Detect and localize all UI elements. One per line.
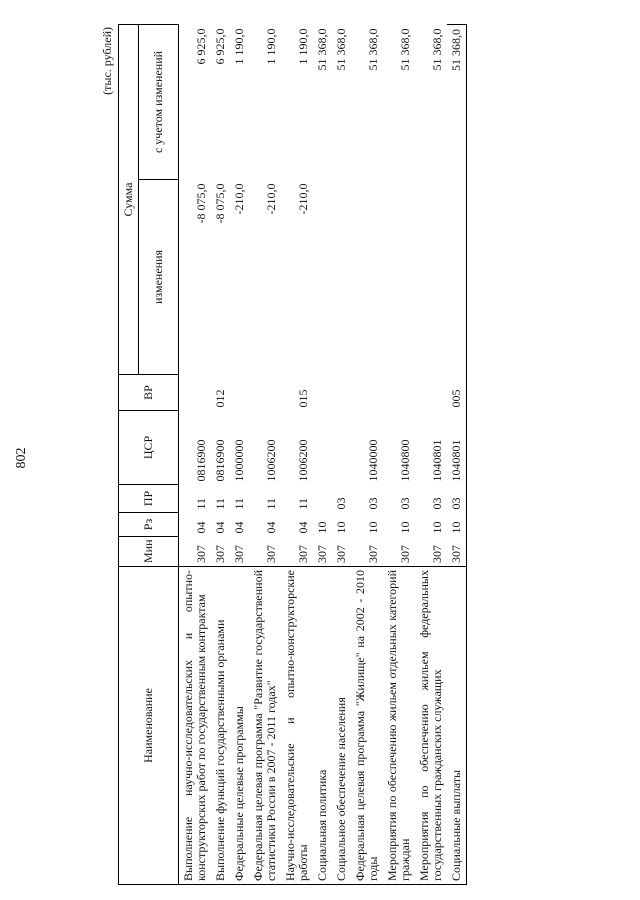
header-csr: ЦСР (119, 411, 179, 485)
row-rz: 10 (447, 513, 467, 537)
row-name: Научно-исследовательские и опытно-конструкторские работы (281, 567, 313, 885)
row-total: 51 368,0 (334, 28, 348, 71)
row-change (313, 180, 332, 375)
row-total: 1 190,0 (264, 28, 278, 65)
header-rz: Рз (119, 513, 179, 537)
header-changes: изменения (139, 180, 179, 375)
row-name: Федеральная целевая программа "Жилище" на 2002 - 2010 годы (351, 567, 383, 885)
row-csr: 0816900 (194, 439, 208, 482)
header-with-changes: с учетом изменений (139, 24, 179, 179)
row-vr (230, 375, 249, 411)
row-pr: 11 (296, 497, 310, 510)
row-vr (351, 375, 383, 411)
table-row (415, 24, 447, 884)
row-rz: 10 (430, 521, 444, 534)
row-rz: 10 (366, 521, 380, 534)
header-vr: ВР (119, 375, 179, 411)
row-pr: 11 (232, 497, 246, 510)
table-row (332, 24, 351, 884)
header-pr: ПР (119, 485, 179, 513)
table-body (179, 24, 467, 884)
row-vr (249, 375, 281, 411)
header-min: Мин (119, 537, 179, 567)
table-row (179, 24, 212, 884)
row-name: Мероприятия по обеспечению жильем отдельных категорий граждан (383, 567, 415, 885)
table-row (351, 24, 383, 884)
row-csr: 1040800 (398, 439, 412, 482)
header-sum: Сумма (119, 24, 139, 374)
row-pr (313, 485, 332, 513)
row-name: Мероприятия по обеспечению жильем федеральных государственных гражданских служащих (415, 567, 447, 885)
row-rz: 04 (213, 521, 227, 534)
table-row (281, 24, 313, 884)
row-csr: 1006200 (264, 439, 278, 482)
row-total: 51 368,0 (430, 28, 444, 71)
row-rz: 04 (232, 521, 246, 534)
row-total: 6 925,0 (213, 28, 227, 65)
row-name: Федеральные целевые программы (230, 567, 249, 885)
row-total: 51 368,0 (398, 28, 412, 71)
row-change (332, 180, 351, 375)
row-min: 307 (398, 545, 412, 563)
budget-table (118, 24, 467, 885)
row-min: 307 (232, 545, 246, 563)
row-pr: 11 (213, 497, 227, 510)
header-name: Наименование (119, 567, 179, 885)
row-change: -210,0 (296, 183, 310, 215)
row-total: 51 368,0 (447, 24, 467, 179)
row-min: 307 (447, 537, 467, 567)
row-rz: 04 (296, 521, 310, 534)
row-total: 51 368,0 (315, 28, 329, 71)
row-pr: 03 (334, 497, 348, 510)
row-rz: 10 (334, 521, 348, 534)
row-csr (332, 411, 351, 485)
unit-label: (тыс. рублей) (100, 27, 114, 95)
row-csr: 1006200 (296, 439, 310, 482)
row-csr: 1040801 (430, 439, 444, 482)
row-min: 307 (315, 545, 329, 563)
row-rz: 04 (194, 521, 208, 534)
row-change (383, 180, 415, 375)
row-total: 1 190,0 (296, 28, 310, 65)
row-min: 307 (194, 545, 208, 563)
row-pr: 03 (366, 497, 380, 510)
row-csr (313, 411, 332, 485)
row-vr (415, 375, 447, 411)
table-row (249, 24, 281, 884)
row-name: Федеральная целевая программа "Развитие государственной статистики России в 2007 - 2011 годах" (249, 567, 281, 885)
row-change (351, 180, 383, 375)
row-pr: 11 (194, 497, 208, 510)
row-csr: 1000000 (232, 439, 246, 482)
row-min: 307 (213, 545, 227, 563)
row-rz: 10 (398, 521, 412, 534)
row-vr (383, 375, 415, 411)
row-change: -210,0 (232, 183, 246, 215)
row-csr: 0816900 (213, 439, 227, 482)
row-pr: 03 (430, 497, 444, 510)
row-pr: 11 (264, 497, 278, 510)
row-min: 307 (296, 545, 310, 563)
row-vr: 012 (213, 389, 227, 408)
row-min: 307 (430, 545, 444, 563)
row-total: 51 368,0 (366, 28, 380, 71)
row-change (415, 180, 447, 375)
row-name: Выполнение научно-исследовательских и опытно-конструкторских работ по государственным контрактам (179, 567, 212, 885)
row-pr: 03 (398, 497, 412, 510)
row-min: 307 (264, 545, 278, 563)
row-change: -8 075,0 (213, 183, 227, 224)
row-min: 307 (334, 545, 348, 563)
row-rz: 10 (315, 521, 329, 534)
row-name: Социальное обеспечение населения (332, 567, 351, 885)
row-total: 1 190,0 (232, 28, 246, 65)
row-vr (313, 375, 332, 411)
table-row (211, 24, 230, 884)
row-name: Выполнение функций государственными органами (211, 567, 230, 885)
table-row (383, 24, 415, 884)
row-vr: 005 (447, 375, 467, 411)
row-change: -210,0 (264, 183, 278, 215)
row-change (447, 180, 467, 375)
rotated-page (96, 25, 556, 885)
row-name: Социальные выплаты (447, 567, 467, 885)
row-min: 307 (366, 545, 380, 563)
row-vr: 015 (296, 389, 310, 408)
row-name: Социальная политика (313, 567, 332, 885)
table-row (447, 24, 467, 884)
row-csr: 1040801 (447, 411, 467, 485)
row-csr: 1040000 (366, 439, 380, 482)
row-change: -8 075,0 (194, 183, 208, 224)
row-pr: 03 (447, 485, 467, 513)
row-vr (179, 375, 212, 411)
row-rz: 04 (264, 521, 278, 534)
row-total: 6 925,0 (194, 28, 208, 65)
row-vr (332, 375, 351, 411)
table-row (230, 24, 249, 884)
page-number: 802 (14, 447, 29, 469)
table-row (313, 24, 332, 884)
